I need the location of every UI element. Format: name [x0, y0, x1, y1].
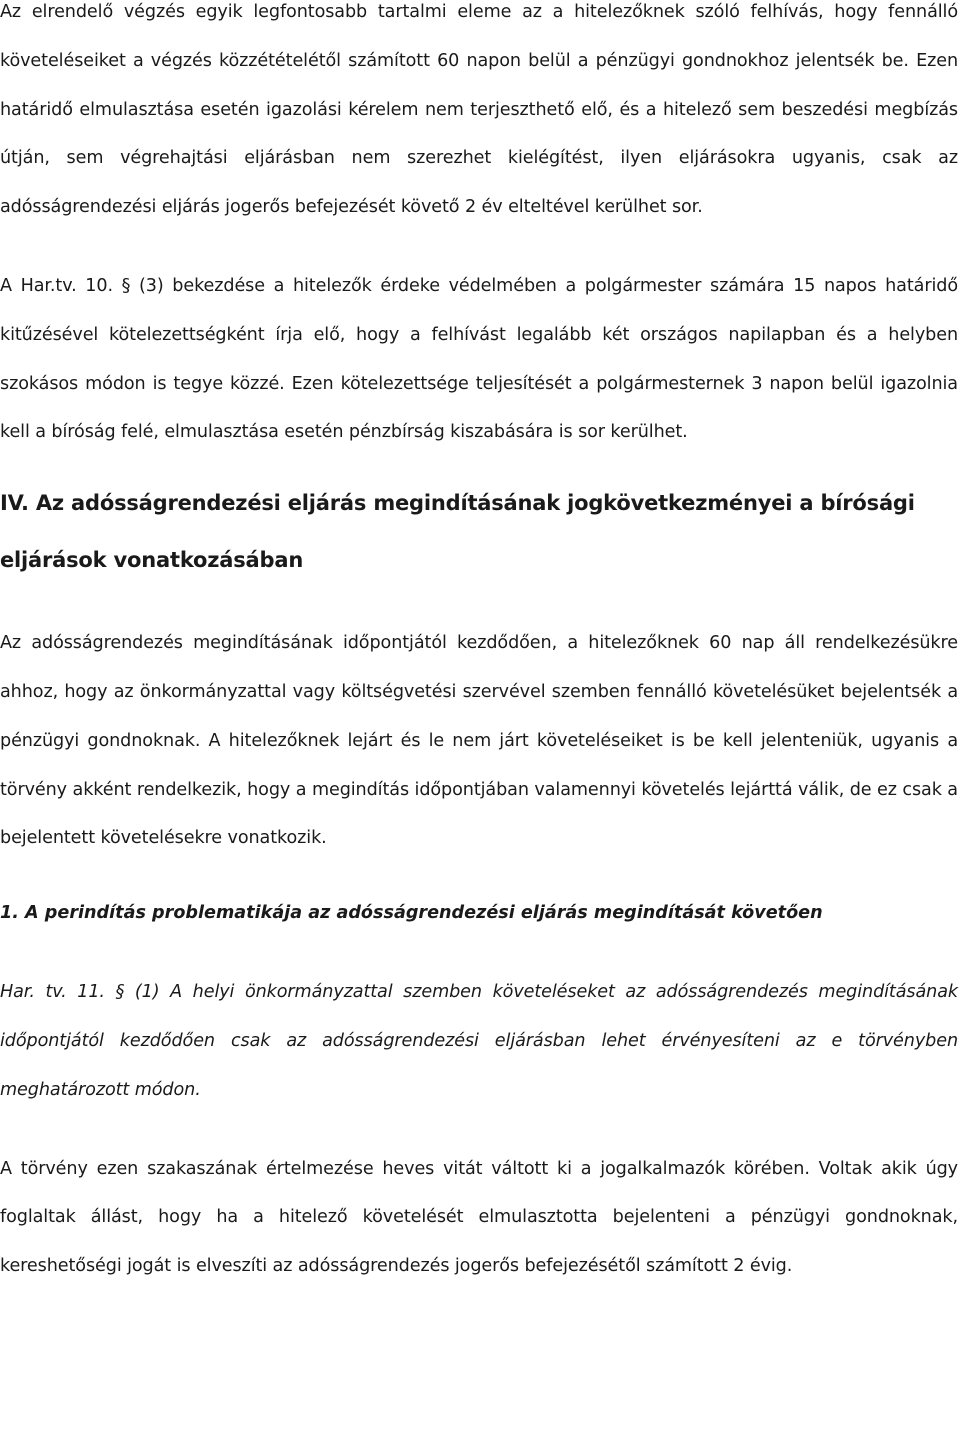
section-heading-iv: IV. Az adósságrendezési eljárás megindításának jogkövetkezményei a bírósági eljárások vonatkozásában — [0, 491, 915, 573]
statute-quote: Har. tv. 11. § (1) A helyi önkormányzattal szemben követeléseket az adósságrendezés megindításának időpontjától kezdődően csak az adósságrendezési eljárásban lehet érvényesíteni az e törvényben meghatározott módon. — [0, 982, 958, 1100]
paragraph-creditor-claims: Az adósságrendezés megindításának időpontjától kezdődően, a hitelezőknek 60 nap áll rendelkezésükre ahhoz, hogy az önkormányzattal vagy költségvetési szervével szemben fennálló követelésüket bejelentsék a pénzügyi gondnoknak. A hitelezőknek lejárt és le nem járt követeléseiket is be kell jelenteniük, ugyanis a törvény akként rendelkezik, hogy a megindítás időpontjában valamennyi követelés lejárttá válik, de ez csak a bejelentett követelésekre vonatkozik. — [0, 633, 958, 849]
subsection-heading-1: 1. A perindítás problematikája az adósságrendezési eljárás megindítását követően — [0, 903, 823, 924]
paragraph-mayor-obligation: A Har.tv. 10. § (3) bekezdése a hitelezők érdeke védelmében a polgármester számára 15 napos határidő kitűzésével kötelezettségként írja elő, hogy a felhívást legalább két országos napilapban és a helyben szokásos módon is tegye közzé. Ezen kötelezettsége teljesítését a polgármesternek 3 napon belül igazolnia kell a bíróság felé, elmulasztása esetén pénzbírság kiszabására is sor kerülhet. — [0, 275, 958, 443]
paragraph-filing-deadline: Az elrendelő végzés egyik legfontosabb tartalmi eleme az a hitelezőknek szóló felhívás, hogy fennálló követeléseiket a végzés közzétételétől számított 60 napon belül a pénzügyi gondnokhoz jelentsék be. Ezen határidő elmulasztása esetén igazolási kérelem nem terjeszthető elő, és a hitelező sem beszedési megbízás útján, sem végrehajtási eljárásban nem szerezhet kielégítést, ilyen eljárásokra ugyanis, csak az adósságrendezési eljárás jogerős befejezését követő 2 év elteltével kerülhet sor. — [0, 2, 958, 218]
paragraph-interpretation: A törvény ezen szakaszának értelmezése heves vitát váltott ki a jogalkalmazók körében. Voltak akik úgy foglaltak állást, hogy ha a hitelező követelését elmulasztotta bejelenteni a pénzügyi gondnoknak, kereshetőségi jogát is elveszíti az adósságrendezés jogerős befejezésétől számított 2 évig. — [0, 1158, 958, 1277]
